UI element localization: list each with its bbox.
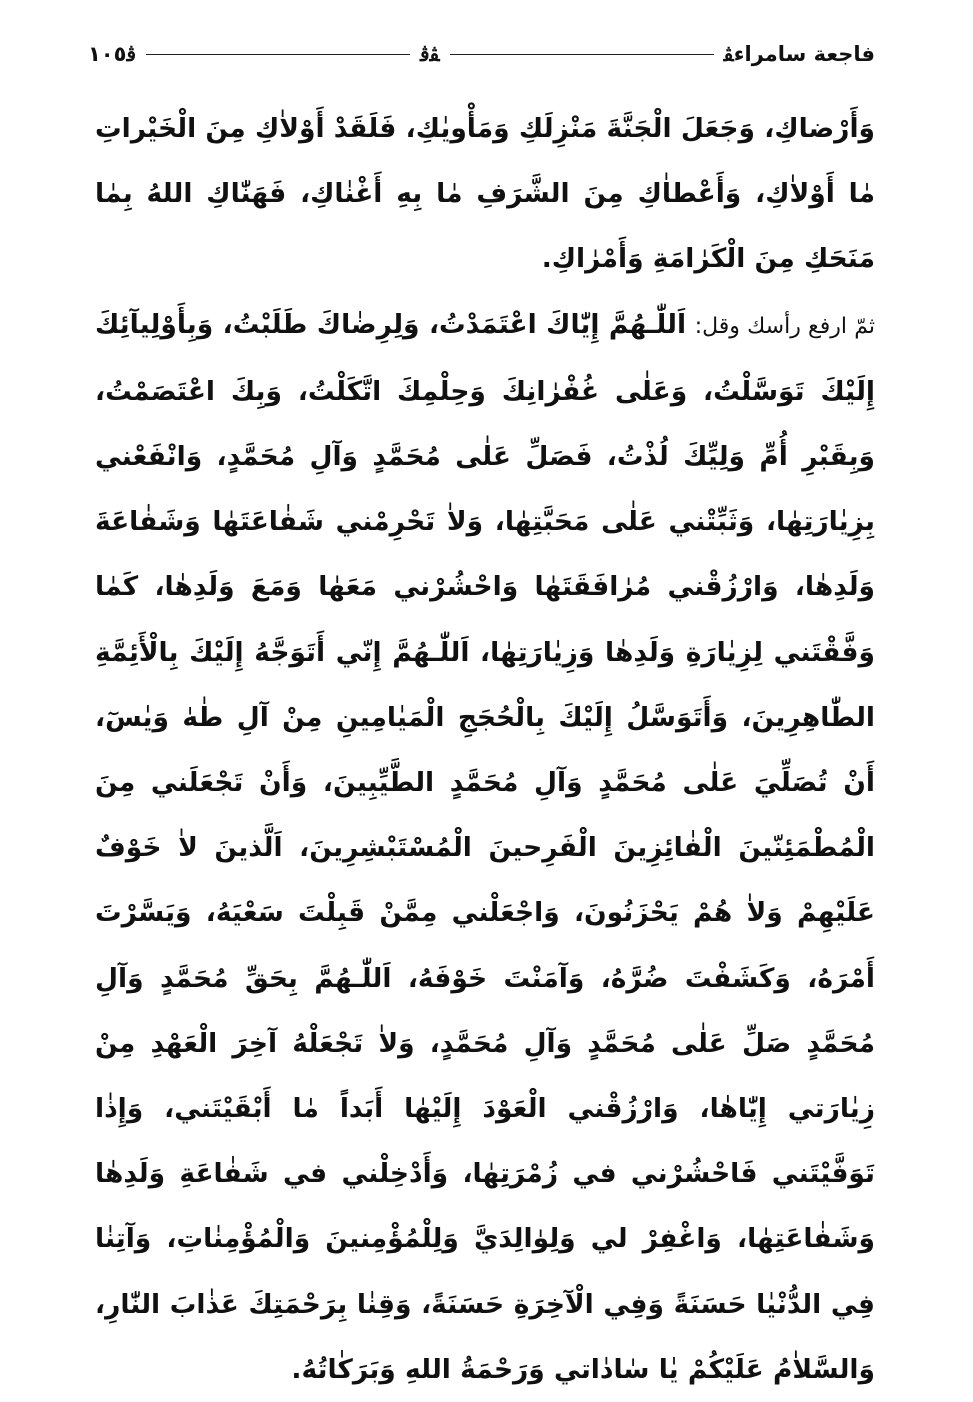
paragraph-closing-salutation: وَأَرْضاكِ، وَجَعَلَ الْجَنَّةَ مَنْزِلَكِ وَمَأْويٰكِ، فَلَقَدْ أَوْلاٰكِ مِنَ الْخَيْراتِ مٰا أَوْلاٰكِ، وَأَعْطاٰكِ مِنَ الشَّرَفِ مٰا بِهِ أَغْنٰاكِ، فَهَنّٰاكِ اللهُ بِمٰا مَنَحَكِ مِنَ الْكَرٰامَةِ وَأَمْرٰاكِ. xyxy=(95,113,875,275)
paragraph-supplication xyxy=(95,292,875,1402)
ornament-center-icon: ﭭﭬ xyxy=(419,42,440,66)
running-title: فاجعة سامراء xyxy=(733,42,875,66)
page-number: ١٠٥ xyxy=(87,42,127,66)
page-body xyxy=(95,96,875,1402)
header-rule-left xyxy=(146,54,410,55)
ornament-right-icon: ﭭ xyxy=(723,42,734,66)
supplication-text: اَللّٰـهُمَّ إِيّٰاكَ اعْتَمَدْتُ، وَلِرِضٰاكَ طَلَبْتُ، وَبِأَوْلِيآئِكَ إِلَيْكَ تَوَسَّلْتُ، وَعَلٰى غُفْرٰانِكَ وَحِلْمِكَ اتَّكَلْتُ، وَبِكَ اعْتَصَمْتُ، وَبِقَبْرِ أُمِّ وَلِيِّكَ لُذْتُ، فَصَلِّ عَلٰى مُحَمَّدٍ وَآلِ مُحَمَّدٍ، وَانْفَعْني بِزِيٰارَتِهٰا، وَثَبِّتْني عَلٰى مَحَبَّتِهٰا، وَلاٰ تَحْرِمْني شَفٰاعَتَهٰا وَشَفٰاعَةَ وَلَدِهٰا، وَارْزُقْني مُرٰافَقَتَهٰا وَاحْشُرْني مَعَهٰا وَمَعَ وَلَدِهٰا، كَمٰا وَفَّقْتَني لِزِيٰارَةِ وَلَدِهٰا وَزِيٰارَتِهٰا، اَللّٰـهُمَّ إِنّي أَتَوَجَّهُ إِلَيْكَ بِالْأَئِمَّةِ الطّٰاهِرِينَ، وَأَتَوَسَّلُ إِلَيْكَ بِالْحُجَجِ الْمَيٰامِينِ مِنْ آلِ طٰهٰ وَيٰسٓ، أَنْ تُصَلِّيَ عَلٰى مُحَمَّدٍ وَآلِ مُحَمَّدٍ الطَّيِّبِينَ، وَأَنْ تَجْعَلَني مِنَ الْمُطْمَئِنّينَ الْفٰائِزِينَ الْفَرِحينَ الْمُسْتَبْشِرِينَ، اَلَّذينَ لاٰ خَوْفٌ عَلَيْهِمْ وَلاٰ هُمْ يَحْزَنُونَ، وَاجْعَلْني مِمَّنْ قَبِلْتَ سَعْيَهُ، وَيَسَّرْتَ أَمْرَهُ، وَكَشَفْتَ ضُرَّهُ، وَآمَنْتَ خَوْفَهُ، اَللّٰـهُمَّ بِحَقِّ مُحَمَّدٍ وَآلِ مُحَمَّدٍ صَلِّ عَلٰى مُحَمَّدٍ وَآلِ مُحَمَّدٍ، وَلاٰ تَجْعَلْهُ آخِرَ الْعَهْدِ مِنْ زِيٰارَتي إِيّٰاهٰا، وَارْزُقْني الْعَوْدَ إِلَيْهٰا أَبَداً مٰا أَبْقَيْتَني، وَإِذٰا تَوَفَّيْتَني فَاحْشُرْني في زُمْرَتِهٰا، وَأَدْخِلْني في شَفٰاعَةِ وَلَدِهٰا وَشَفٰاعَتِهٰا، وَاغْفِرْ لي وَلِوٰالِدَيَّ وَلِلْمُؤْمِنينَ وَالْمُؤْمِنٰاتِ، وَآتِنٰا فِي الدُّنْيٰا حَسَنَةً وَفِي الْآخِرَةِ حَسَنَةً، وَقِنٰا بِرَحْمَتِكَ عَذٰابَ النّٰارِ، وَالسَّلاٰمُ عَلَيْكُمْ يٰا سٰادٰاتي وَرَحْمَةُ اللهِ وَبَرَكٰاتُهُ. xyxy=(95,308,875,1385)
ornament-left-icon: ﭬ xyxy=(126,42,136,66)
instruction-text: ثمّ ارفع رأسك وقل: xyxy=(694,313,875,339)
header-rule-right xyxy=(450,54,714,55)
page-header xyxy=(88,34,875,74)
